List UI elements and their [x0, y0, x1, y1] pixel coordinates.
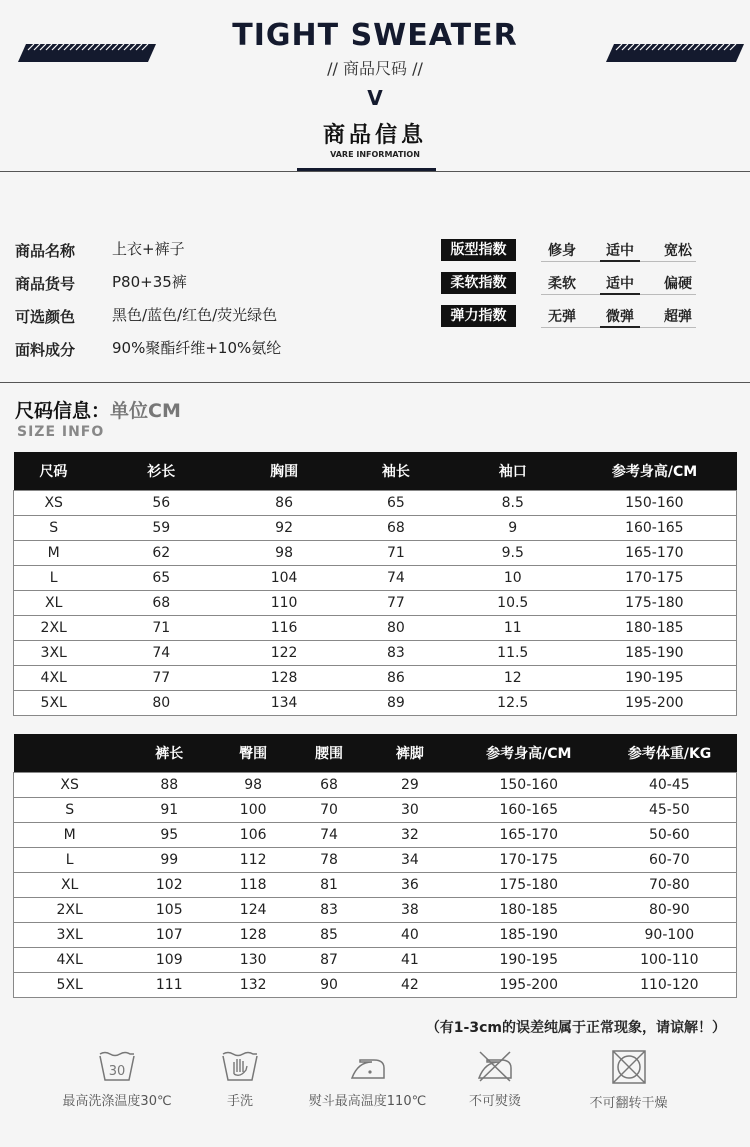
top-table-cell: 86	[339, 666, 453, 691]
elasticity-option-slight: 微弹	[606, 309, 634, 325]
product-code-value: P80+35裤	[112, 273, 187, 291]
top-table-cell: XS	[14, 491, 94, 516]
divider-top	[0, 171, 750, 172]
top-table-cell: 8.5	[453, 491, 573, 516]
bottom-table-cell: 102	[125, 873, 213, 898]
bottom-table-cell: 88	[125, 773, 213, 798]
table-row	[14, 516, 737, 541]
top-table-header-row	[14, 452, 737, 491]
bottom-table-cell: 68	[293, 773, 365, 798]
page-title: TIGHT SWEATER	[232, 18, 518, 53]
bottom-table-header-cell: 参考身高/CM	[455, 734, 603, 773]
softness-option-medium: 适中	[606, 276, 634, 292]
bottom-table-cell: 74	[293, 823, 365, 848]
table-row	[14, 798, 737, 823]
top-table-cell: 2XL	[14, 616, 94, 641]
top-table-cell: 9.5	[453, 541, 573, 566]
bottom-table-cell: 5XL	[14, 973, 126, 998]
bottom-table-cell: 150-160	[455, 773, 603, 798]
bottom-table-cell: M	[14, 823, 126, 848]
divider-middle	[0, 382, 750, 383]
bottom-table-cell: 106	[213, 823, 293, 848]
bottom-table-cell: 38	[365, 898, 455, 923]
care-item-wash	[52, 1050, 182, 1109]
size-info-unit: 单位CM	[110, 400, 181, 422]
bottom-table-cell: 111	[125, 973, 213, 998]
product-code-label: 商品货号	[15, 275, 76, 293]
iron-110-icon	[348, 1050, 388, 1082]
fit-selected-marker	[600, 260, 640, 262]
top-table-header-cell: 袖长	[339, 452, 453, 491]
bottom-table-cell: 41	[365, 948, 455, 973]
care-label-no-tumble-dry: 不可翻转干燥	[589, 1096, 668, 1111]
care-item-no-iron	[455, 1050, 535, 1109]
bottom-table-cell: 107	[125, 923, 213, 948]
bottom-table-cell: 160-165	[455, 798, 603, 823]
bottom-table-cell: 100-110	[603, 948, 737, 973]
wash-temp-badge: 30	[108, 1064, 126, 1079]
top-table-header-cell: 胸围	[229, 452, 339, 491]
softness-option-hard: 偏硬	[664, 276, 692, 292]
top-table-cell: 83	[339, 641, 453, 666]
bottom-table-header-cell: 参考体重/KG	[603, 734, 737, 773]
bottom-table-cell: 112	[213, 848, 293, 873]
softness-option-soft: 柔软	[548, 276, 576, 292]
top-table-cell: 11	[453, 616, 573, 641]
top-table-cell: 3XL	[14, 641, 94, 666]
table-row	[14, 873, 737, 898]
elasticity-option-super: 超弹	[664, 309, 692, 325]
top-table-cell: 65	[93, 566, 229, 591]
info-section-title: 商品信息	[322, 123, 427, 148]
tolerance-note: （有1-3cm的误差纯属于正常现象，请谅解！）	[425, 1020, 726, 1036]
care-label-iron: 熨斗最高温度110℃	[308, 1094, 427, 1109]
size-info-title-text: 尺码信息：	[15, 400, 111, 422]
top-table-cell: 4XL	[14, 666, 94, 691]
bottom-table-cell: 175-180	[455, 873, 603, 898]
top-table-cell: 12	[453, 666, 573, 691]
top-table-cell: 71	[93, 616, 229, 641]
fit-index-label: 版型指数	[441, 239, 516, 261]
bottom-table-cell: 34	[365, 848, 455, 873]
top-table-cell: XL	[14, 591, 94, 616]
bottom-table-cell: 81	[293, 873, 365, 898]
bottom-table-cell: 100	[213, 798, 293, 823]
product-fabric-label: 面料成分	[15, 341, 76, 359]
bottom-table-cell: 110-120	[603, 973, 737, 998]
table-row	[14, 923, 737, 948]
bottom-table-header-cell: 裤长	[125, 734, 213, 773]
bottom-table-cell: 195-200	[455, 973, 603, 998]
table-row	[14, 773, 737, 798]
bottom-table-cell: 130	[213, 948, 293, 973]
top-table-cell: 128	[229, 666, 339, 691]
bottom-table-cell: 185-190	[455, 923, 603, 948]
info-section-subtitle: VARE INFORMATION	[330, 150, 420, 159]
top-table-cell: 86	[229, 491, 339, 516]
top-table-cell: 92	[229, 516, 339, 541]
top-table-cell: 195-200	[573, 691, 737, 716]
top-table-header-cell: 衫长	[93, 452, 229, 491]
bottom-table-cell: 170-175	[455, 848, 603, 873]
product-name-value: 上衣+裤子	[112, 240, 185, 258]
table-row	[14, 691, 737, 716]
fit-option-regular: 适中	[606, 243, 634, 259]
bottom-table-cell: 36	[365, 873, 455, 898]
table-row	[14, 491, 737, 516]
bottom-table-cell: 50-60	[603, 823, 737, 848]
bottom-table-cell: 95	[125, 823, 213, 848]
bottom-table-cell: 180-185	[455, 898, 603, 923]
product-name-label: 商品名称	[15, 242, 76, 260]
care-label-wash: 最高洗涤温度30℃	[62, 1094, 172, 1109]
bottom-table-header-cell: 腰围	[293, 734, 365, 773]
top-table-cell: 80	[93, 691, 229, 716]
top-table-cell: 10	[453, 566, 573, 591]
table-row	[14, 973, 737, 998]
bottom-table-header-cell	[14, 734, 126, 773]
bottom-table-cell: 109	[125, 948, 213, 973]
care-label-hand-wash: 手洗	[226, 1094, 253, 1109]
top-table-cell: 12.5	[453, 691, 573, 716]
fit-option-slim: 修身	[548, 243, 576, 259]
bottom-table-cell: 70	[293, 798, 365, 823]
top-table-cell: 110	[229, 591, 339, 616]
table-row	[14, 591, 737, 616]
top-table-cell: L	[14, 566, 94, 591]
bottom-table-cell: 83	[293, 898, 365, 923]
table-row	[14, 641, 737, 666]
top-table-cell: 170-175	[573, 566, 737, 591]
top-table-cell: 116	[229, 616, 339, 641]
bottom-table-cell: L	[14, 848, 126, 873]
bottom-table-cell: 118	[213, 873, 293, 898]
table-row	[14, 566, 737, 591]
bottom-table-cell: 78	[293, 848, 365, 873]
top-table-cell: 68	[339, 516, 453, 541]
bottom-table-cell: 165-170	[455, 823, 603, 848]
top-table-cell: 77	[339, 591, 453, 616]
bottom-table-cell: S	[14, 798, 126, 823]
top-table-cell: 89	[339, 691, 453, 716]
table-row	[14, 666, 737, 691]
bottom-size-table	[13, 734, 737, 998]
bottom-table-cell: 40-45	[603, 773, 737, 798]
top-table-cell: 68	[93, 591, 229, 616]
top-table-cell: 74	[339, 566, 453, 591]
table-row	[14, 848, 737, 873]
bottom-table-cell: 30	[365, 798, 455, 823]
bottom-table-cell: 85	[293, 923, 365, 948]
top-table-cell: 185-190	[573, 641, 737, 666]
care-item-no-tumble-dry	[576, 1050, 681, 1111]
product-fabric-value: 90%聚酯纤维+10%氨纶	[112, 339, 282, 357]
size-info-subtitle: SIZE INFO	[17, 424, 105, 440]
product-color-value: 黑色/蓝色/红色/荧光绿色	[112, 306, 278, 324]
table-row	[14, 898, 737, 923]
table-row	[14, 616, 737, 641]
bottom-table-cell: 32	[365, 823, 455, 848]
bottom-table-cell: 132	[213, 973, 293, 998]
care-label-no-iron: 不可熨烫	[468, 1094, 521, 1109]
top-table-cell: 65	[339, 491, 453, 516]
no-tumble-dry-icon	[609, 1050, 649, 1084]
top-table-cell: 5XL	[14, 691, 94, 716]
size-info-title	[15, 396, 181, 423]
table-row	[14, 948, 737, 973]
top-table-cell: 104	[229, 566, 339, 591]
elasticity-index-label: 弹力指数	[441, 305, 516, 327]
top-table-cell: 150-160	[573, 491, 737, 516]
care-item-iron	[300, 1050, 435, 1109]
bottom-table-cell: 90-100	[603, 923, 737, 948]
top-table-cell: 160-165	[573, 516, 737, 541]
bottom-table-cell: 98	[213, 773, 293, 798]
bottom-table-cell: 87	[293, 948, 365, 973]
bottom-table-cell: 60-70	[603, 848, 737, 873]
fit-option-loose: 宽松	[664, 243, 692, 259]
top-table-cell: 80	[339, 616, 453, 641]
bottom-table-cell: 2XL	[14, 898, 126, 923]
top-table-cell: 122	[229, 641, 339, 666]
bottom-table-header-cell: 裤脚	[365, 734, 455, 773]
bottom-table-cell: 91	[125, 798, 213, 823]
top-table-cell: 10.5	[453, 591, 573, 616]
bottom-table-cell: 80-90	[603, 898, 737, 923]
softness-selected-marker	[600, 293, 640, 295]
elasticity-selected-marker	[600, 326, 640, 328]
page-subtitle: // 商品尺码 //	[327, 59, 423, 78]
bottom-table-cell: 42	[365, 973, 455, 998]
top-table-cell: 180-185	[573, 616, 737, 641]
bottom-table-cell: XL	[14, 873, 126, 898]
bottom-table-cell: 4XL	[14, 948, 126, 973]
top-table-cell: 71	[339, 541, 453, 566]
bottom-table-cell: 70-80	[603, 873, 737, 898]
top-table-header-cell: 袖口	[453, 452, 573, 491]
bottom-table-cell: 29	[365, 773, 455, 798]
bottom-table-header-cell: 臀围	[213, 734, 293, 773]
bottom-table-cell: 105	[125, 898, 213, 923]
top-table-cell: 11.5	[453, 641, 573, 666]
top-table-cell: M	[14, 541, 94, 566]
product-color-label: 可选颜色	[15, 308, 76, 326]
no-iron-icon	[475, 1050, 515, 1082]
top-table-cell: 56	[93, 491, 229, 516]
softness-index-label: 柔软指数	[441, 272, 516, 294]
table-row	[14, 823, 737, 848]
top-table-cell: 59	[93, 516, 229, 541]
top-table-header-cell: 尺码	[14, 452, 94, 491]
top-table-cell: 9	[453, 516, 573, 541]
table-row	[14, 541, 737, 566]
wash-30-icon	[97, 1050, 137, 1082]
top-table-cell: 74	[93, 641, 229, 666]
top-table-cell: 98	[229, 541, 339, 566]
bottom-table-cell: 3XL	[14, 923, 126, 948]
bottom-table-cell: 124	[213, 898, 293, 923]
bottom-table-cell: 40	[365, 923, 455, 948]
top-table-cell: 175-180	[573, 591, 737, 616]
bottom-table-cell: 90	[293, 973, 365, 998]
top-table-cell: S	[14, 516, 94, 541]
bottom-table-header-row	[14, 734, 737, 773]
top-size-table	[13, 452, 737, 716]
top-table-header-cell: 参考身高/CM	[573, 452, 737, 491]
hand-wash-icon	[220, 1050, 260, 1082]
bottom-table-cell: 190-195	[455, 948, 603, 973]
bottom-table-cell: XS	[14, 773, 126, 798]
top-table-cell: 77	[93, 666, 229, 691]
elasticity-option-none: 无弹	[548, 309, 576, 325]
top-table-cell: 190-195	[573, 666, 737, 691]
top-table-cell: 62	[93, 541, 229, 566]
top-table-cell: 165-170	[573, 541, 737, 566]
bottom-table-cell: 128	[213, 923, 293, 948]
bottom-table-cell: 45-50	[603, 798, 737, 823]
top-table-cell: 134	[229, 691, 339, 716]
bottom-table-cell: 99	[125, 848, 213, 873]
v-mark: V	[367, 86, 383, 110]
care-item-hand-wash	[200, 1050, 280, 1109]
